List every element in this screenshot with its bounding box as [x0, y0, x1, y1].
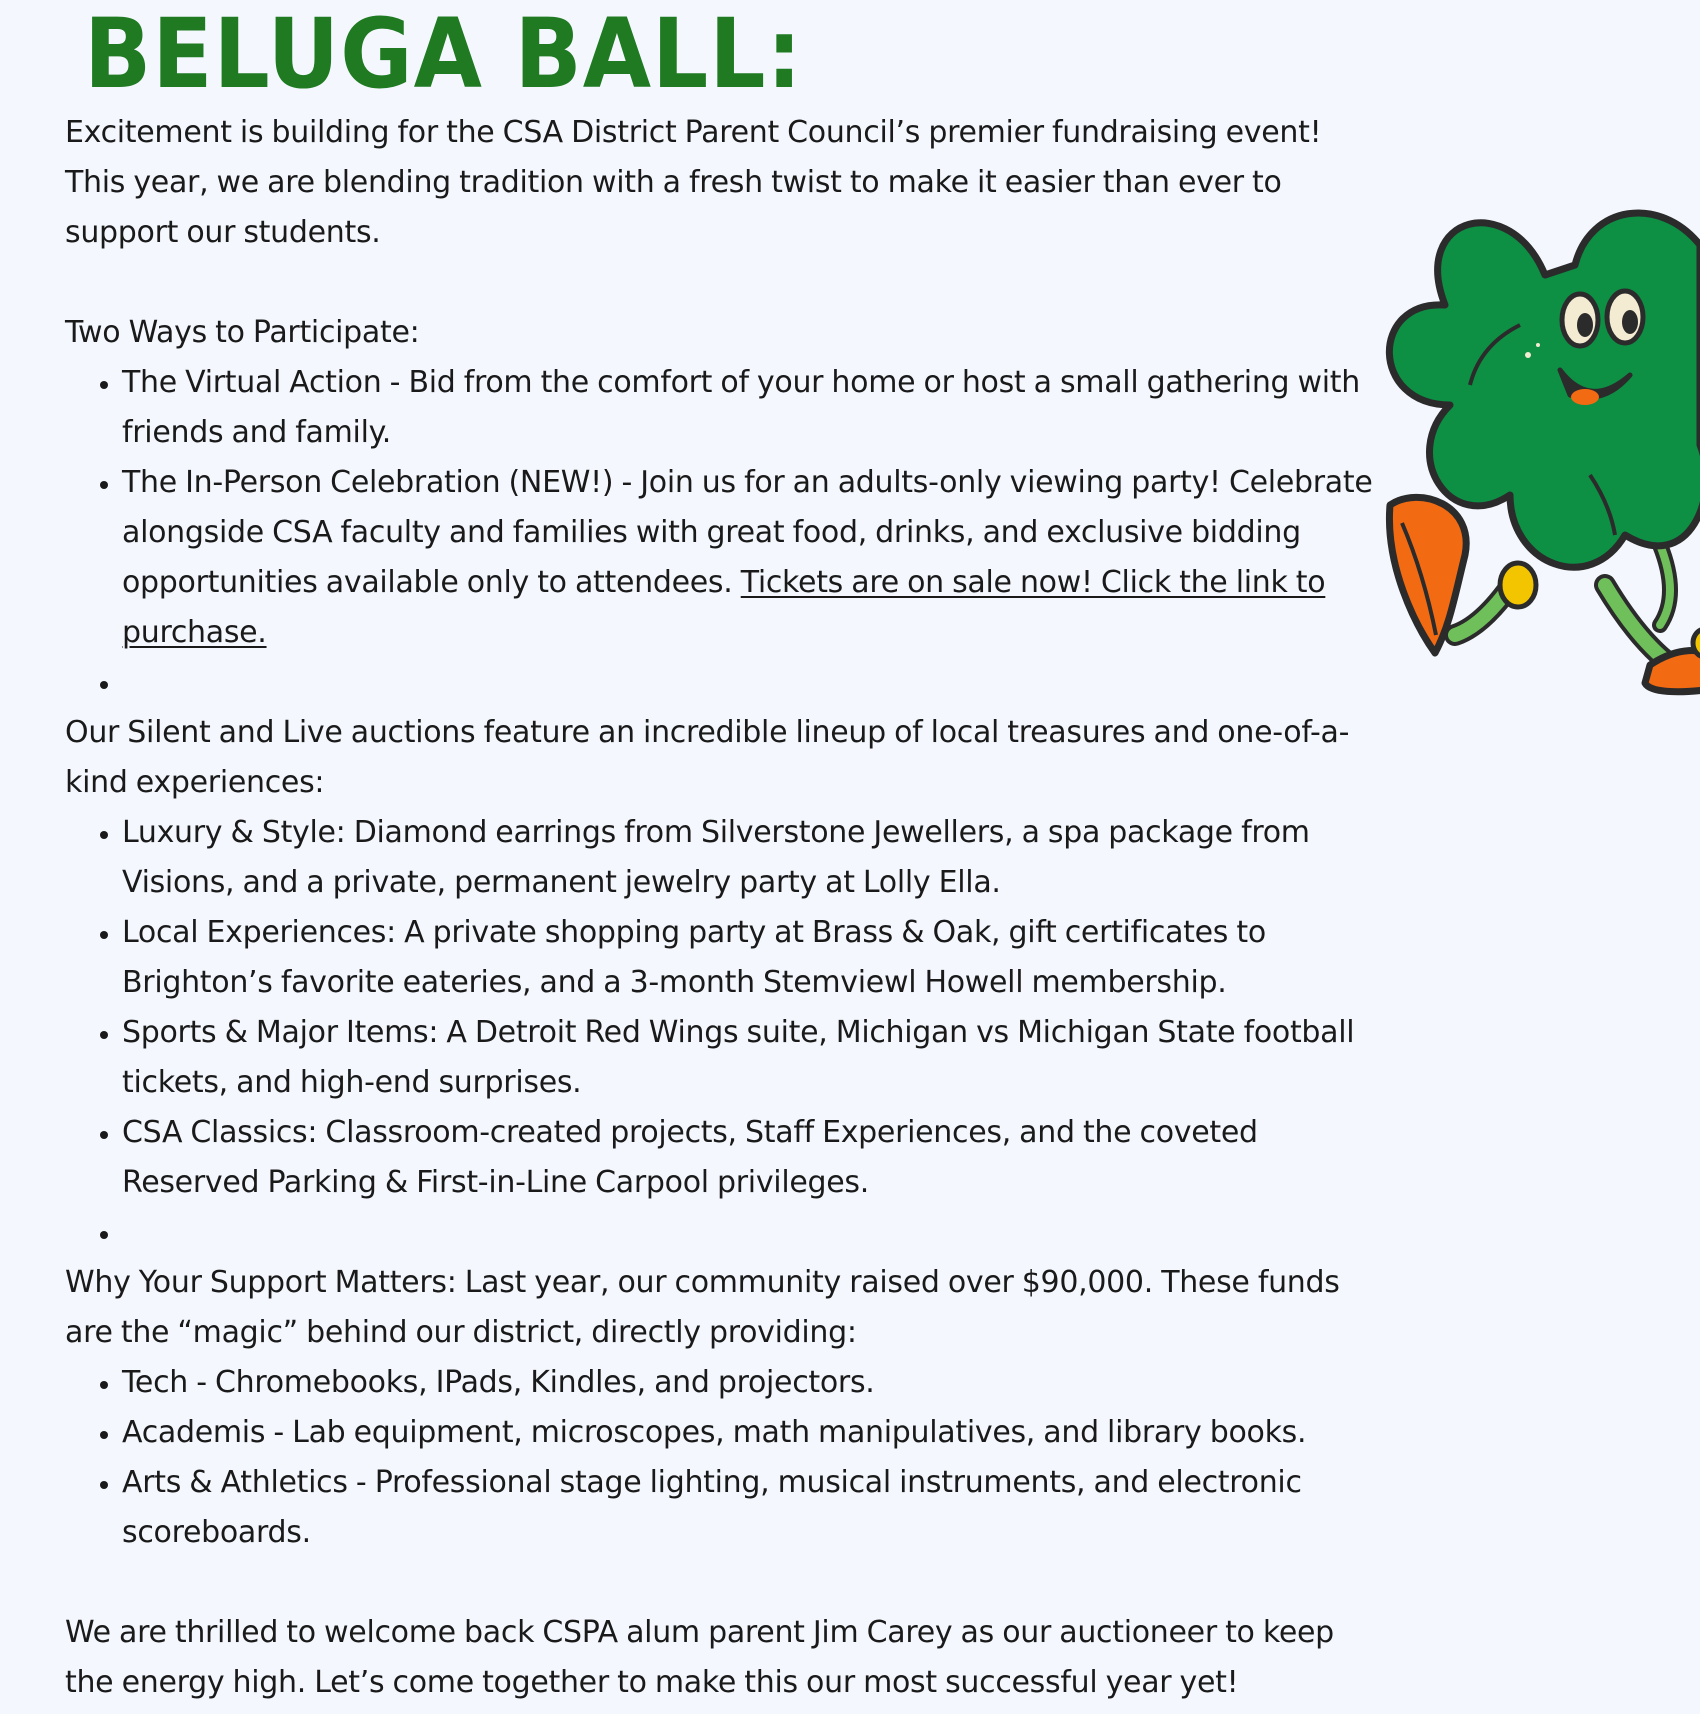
virtual-auction-text: The Virtual Action - Bid from the comfort of your home or host a small gathering with friends and family. [122, 365, 1360, 450]
spacer [65, 258, 1375, 308]
support-intro: Why Your Support Matters: Last year, our community raised over $90,000. These funds are the “magic” behind our district, directly providing: [65, 1265, 1340, 1350]
list-item: • Sports & Major Items: A Detroit Red Wings suite, Michigan vs Michigan State football tickets, and high-end surprises. [122, 1008, 1375, 1108]
shamrock-mascot-icon [1360, 205, 1700, 765]
intro-paragraph: Excitement is building for the CSA District Parent Council’s premier fundraising event! This year, we are blending tradition with a fresh twist to make it easier than ever to support our students. [65, 115, 1322, 250]
support-list [65, 1358, 1375, 1558]
empty-list-item [122, 658, 1375, 708]
article-body [65, 108, 1375, 1708]
list-item: • Tech - Chromebooks, IPads, Kindles, and projectors. [122, 1358, 1375, 1408]
list-item [122, 458, 1375, 658]
list-item: • CSA Classics: Classroom-created projects, Staff Experiences, and the coveted Reserved Parking & First-in-Line Carpool privileges. [122, 1108, 1375, 1208]
tickets-link[interactable]: Tickets are on sale now! Click the link to purchase. [122, 565, 1326, 650]
spacer [65, 1558, 1375, 1608]
auctions-list [65, 808, 1375, 1258]
empty-list-item [122, 1208, 1375, 1258]
in-person-text: The In-Person Celebration (NEW!) - Join us for an adults-only viewing party! Celebrate alongside CSA faculty and families with great food, drinks, and exclusive bidding opportunities available only to attendees. [122, 465, 1373, 600]
list-item: • Luxury & Style: Diamond earrings from Silverstone Jewellers, a spa package from Visions, and a private, permanent jewelry party at Lolly Ella. [122, 808, 1375, 908]
list-item [122, 358, 1375, 458]
list-item: • Arts & Athletics - Professional stage lighting, musical instruments, and electronic scoreboards. [122, 1458, 1375, 1558]
participate-list [65, 358, 1375, 708]
auctions-intro: Our Silent and Live auctions feature an incredible lineup of local treasures and one-of-a-kind experiences: [65, 715, 1350, 800]
closing-paragraph: We are thrilled to welcome back CSPA alum parent Jim Carey as our auctioneer to keep the energy high. Let’s come together to make this our most successful year yet! [65, 1615, 1334, 1700]
list-item: • Academis - Lab equipment, microscopes, math manipulatives, and library books. [122, 1408, 1375, 1458]
page-title: BELUGA BALL: [84, 0, 803, 110]
list-item: • Local Experiences: A private shopping party at Brass & Oak, gift certificates to Brighton’s favorite eateries, and a 3-month Stemviewl Howell membership. [122, 908, 1375, 1008]
participate-heading: Two Ways to Participate: [65, 315, 420, 350]
